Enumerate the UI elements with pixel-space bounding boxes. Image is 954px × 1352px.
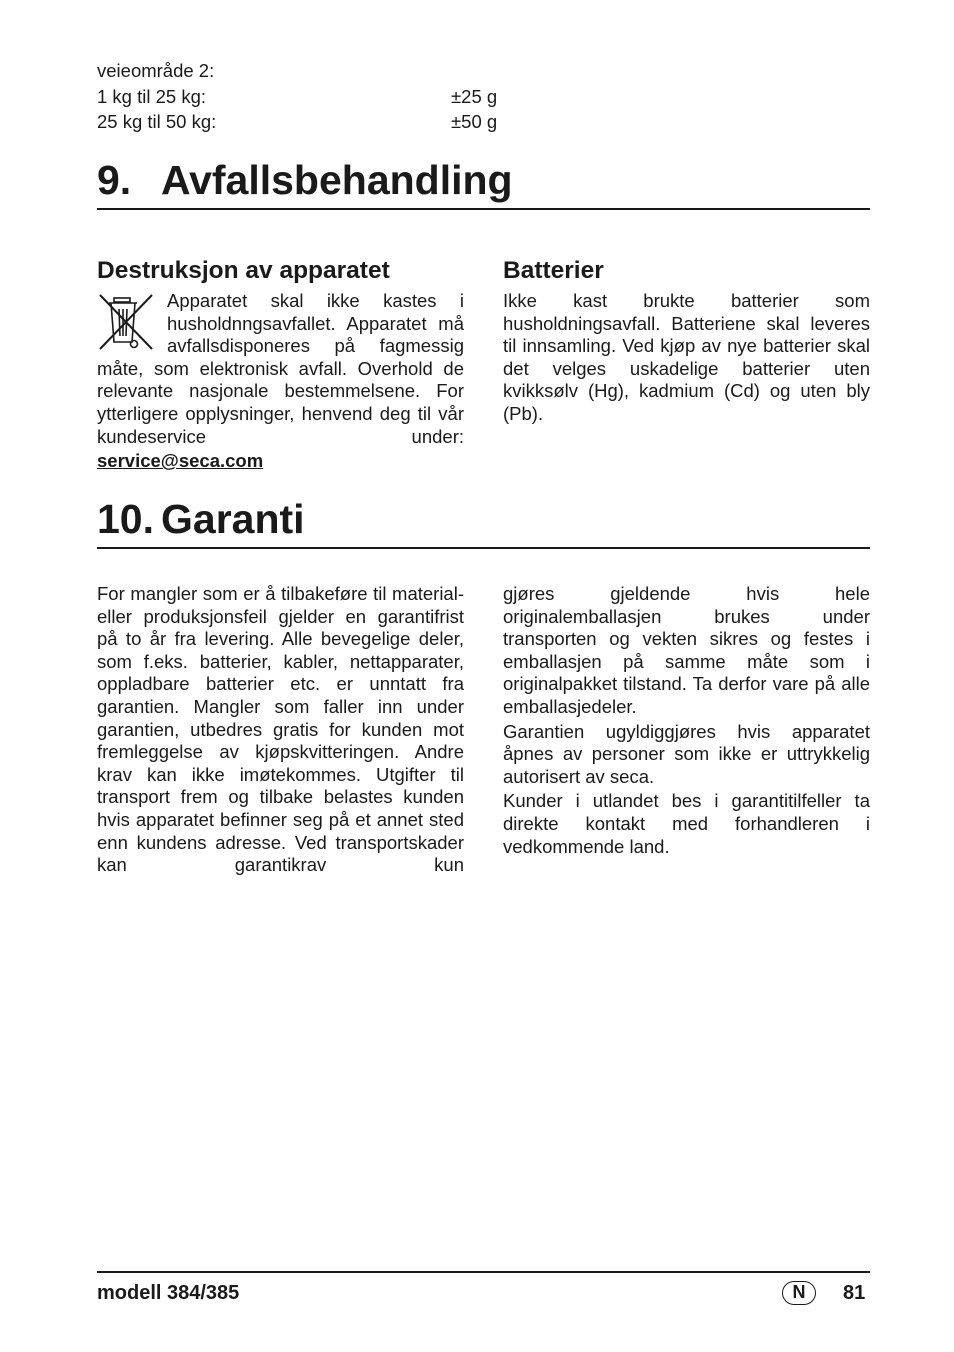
warranty-paragraph: gjøres gjeldende hvis hele originalemballasjen brukes under transporten og vekten sikres og festes i emballasjen på samme måte som i originalpakket tilstand. Ta derfor vare på alle emballasjedeler. <box>503 583 870 717</box>
warranty-right-column <box>503 583 870 858</box>
section-9-number: 9. <box>97 157 132 203</box>
disposal-text: Apparatet skal ikke kastes i husholdnngsavfallet. Apparatet må avfallsdisponeres på fagmessig måte, som elektronisk avfall. Overhold de relevante nasjonale bestemmelsene. For ytterligere opplysninger, henvend deg til vår kundeservice under: <box>97 290 464 447</box>
section-9-title: Avfallsbehandling <box>161 157 513 203</box>
range-row-label: 1 kg til 25 kg: <box>97 86 207 107</box>
page-number: 81 <box>843 1282 866 1304</box>
section-10-number: 10. <box>97 496 154 542</box>
warranty-paragraph: Kunder i utlandet bes i garantitilfeller ta direkte kontakt med forhandleren i vedkommende land. <box>503 790 870 857</box>
range-row-value: ±25 g <box>451 86 498 107</box>
range-row-label: 25 kg til 50 kg: <box>97 111 217 132</box>
range-row-value: ±50 g <box>451 111 498 132</box>
range-row <box>97 109 507 134</box>
batteries-text: Ikke kast brukte batterier som husholdningsavfall. Batteriene skal leveres til innsamling. Ved kjøp av nye batterier skal det velges uskadelige batterier uten kvikksølv (Hg), kadmium (Cd) og uten bly (Pb). <box>503 290 870 424</box>
batteries-column <box>503 290 870 426</box>
footer-model: modell 384/385 <box>97 1282 240 1304</box>
warranty-text: For mangler som er å tilbakeføre til material- eller produksjonsfeil gjelder en garantifrist på to år fra levering. Alle bevegelige deler, som f.eks. batterier, kabler, nettapparater, oppladbare batterier etc. er unntatt fra garantien. Mangler som faller inn under garantien, utbedres gratis for kunden mot fremleggelse av kjøpskvitteringen. Andre krav kan ikke imøtekommes. Utgifter til transport frem og tilbake belastes kunden hvis apparatet befinner seg på et annet sted enn kundens adresse. Ved transportskader kan garantikrav kun <box>97 583 464 876</box>
section-10-heading <box>97 495 870 549</box>
range-heading: veieområde 2: <box>97 60 215 81</box>
disposal-heading: Destruksjon av apparatet <box>97 257 390 284</box>
service-email-link[interactable]: service@seca.com <box>97 450 264 472</box>
disposal-column <box>97 290 464 473</box>
section-9-heading <box>97 156 870 210</box>
language-badge: N <box>782 1281 816 1305</box>
warranty-paragraph: Garantien ugyldiggjøres hvis apparatet åpnes av personer som ikke er uttrykkelig autorisert av seca. <box>503 720 870 787</box>
footer-rule <box>97 1271 870 1273</box>
warranty-left-column <box>97 583 464 877</box>
section-10-title: Garanti <box>161 496 305 542</box>
crossed-out-wheeled-bin-icon <box>97 292 155 352</box>
range-row <box>97 84 507 109</box>
batteries-heading: Batterier <box>503 257 604 284</box>
